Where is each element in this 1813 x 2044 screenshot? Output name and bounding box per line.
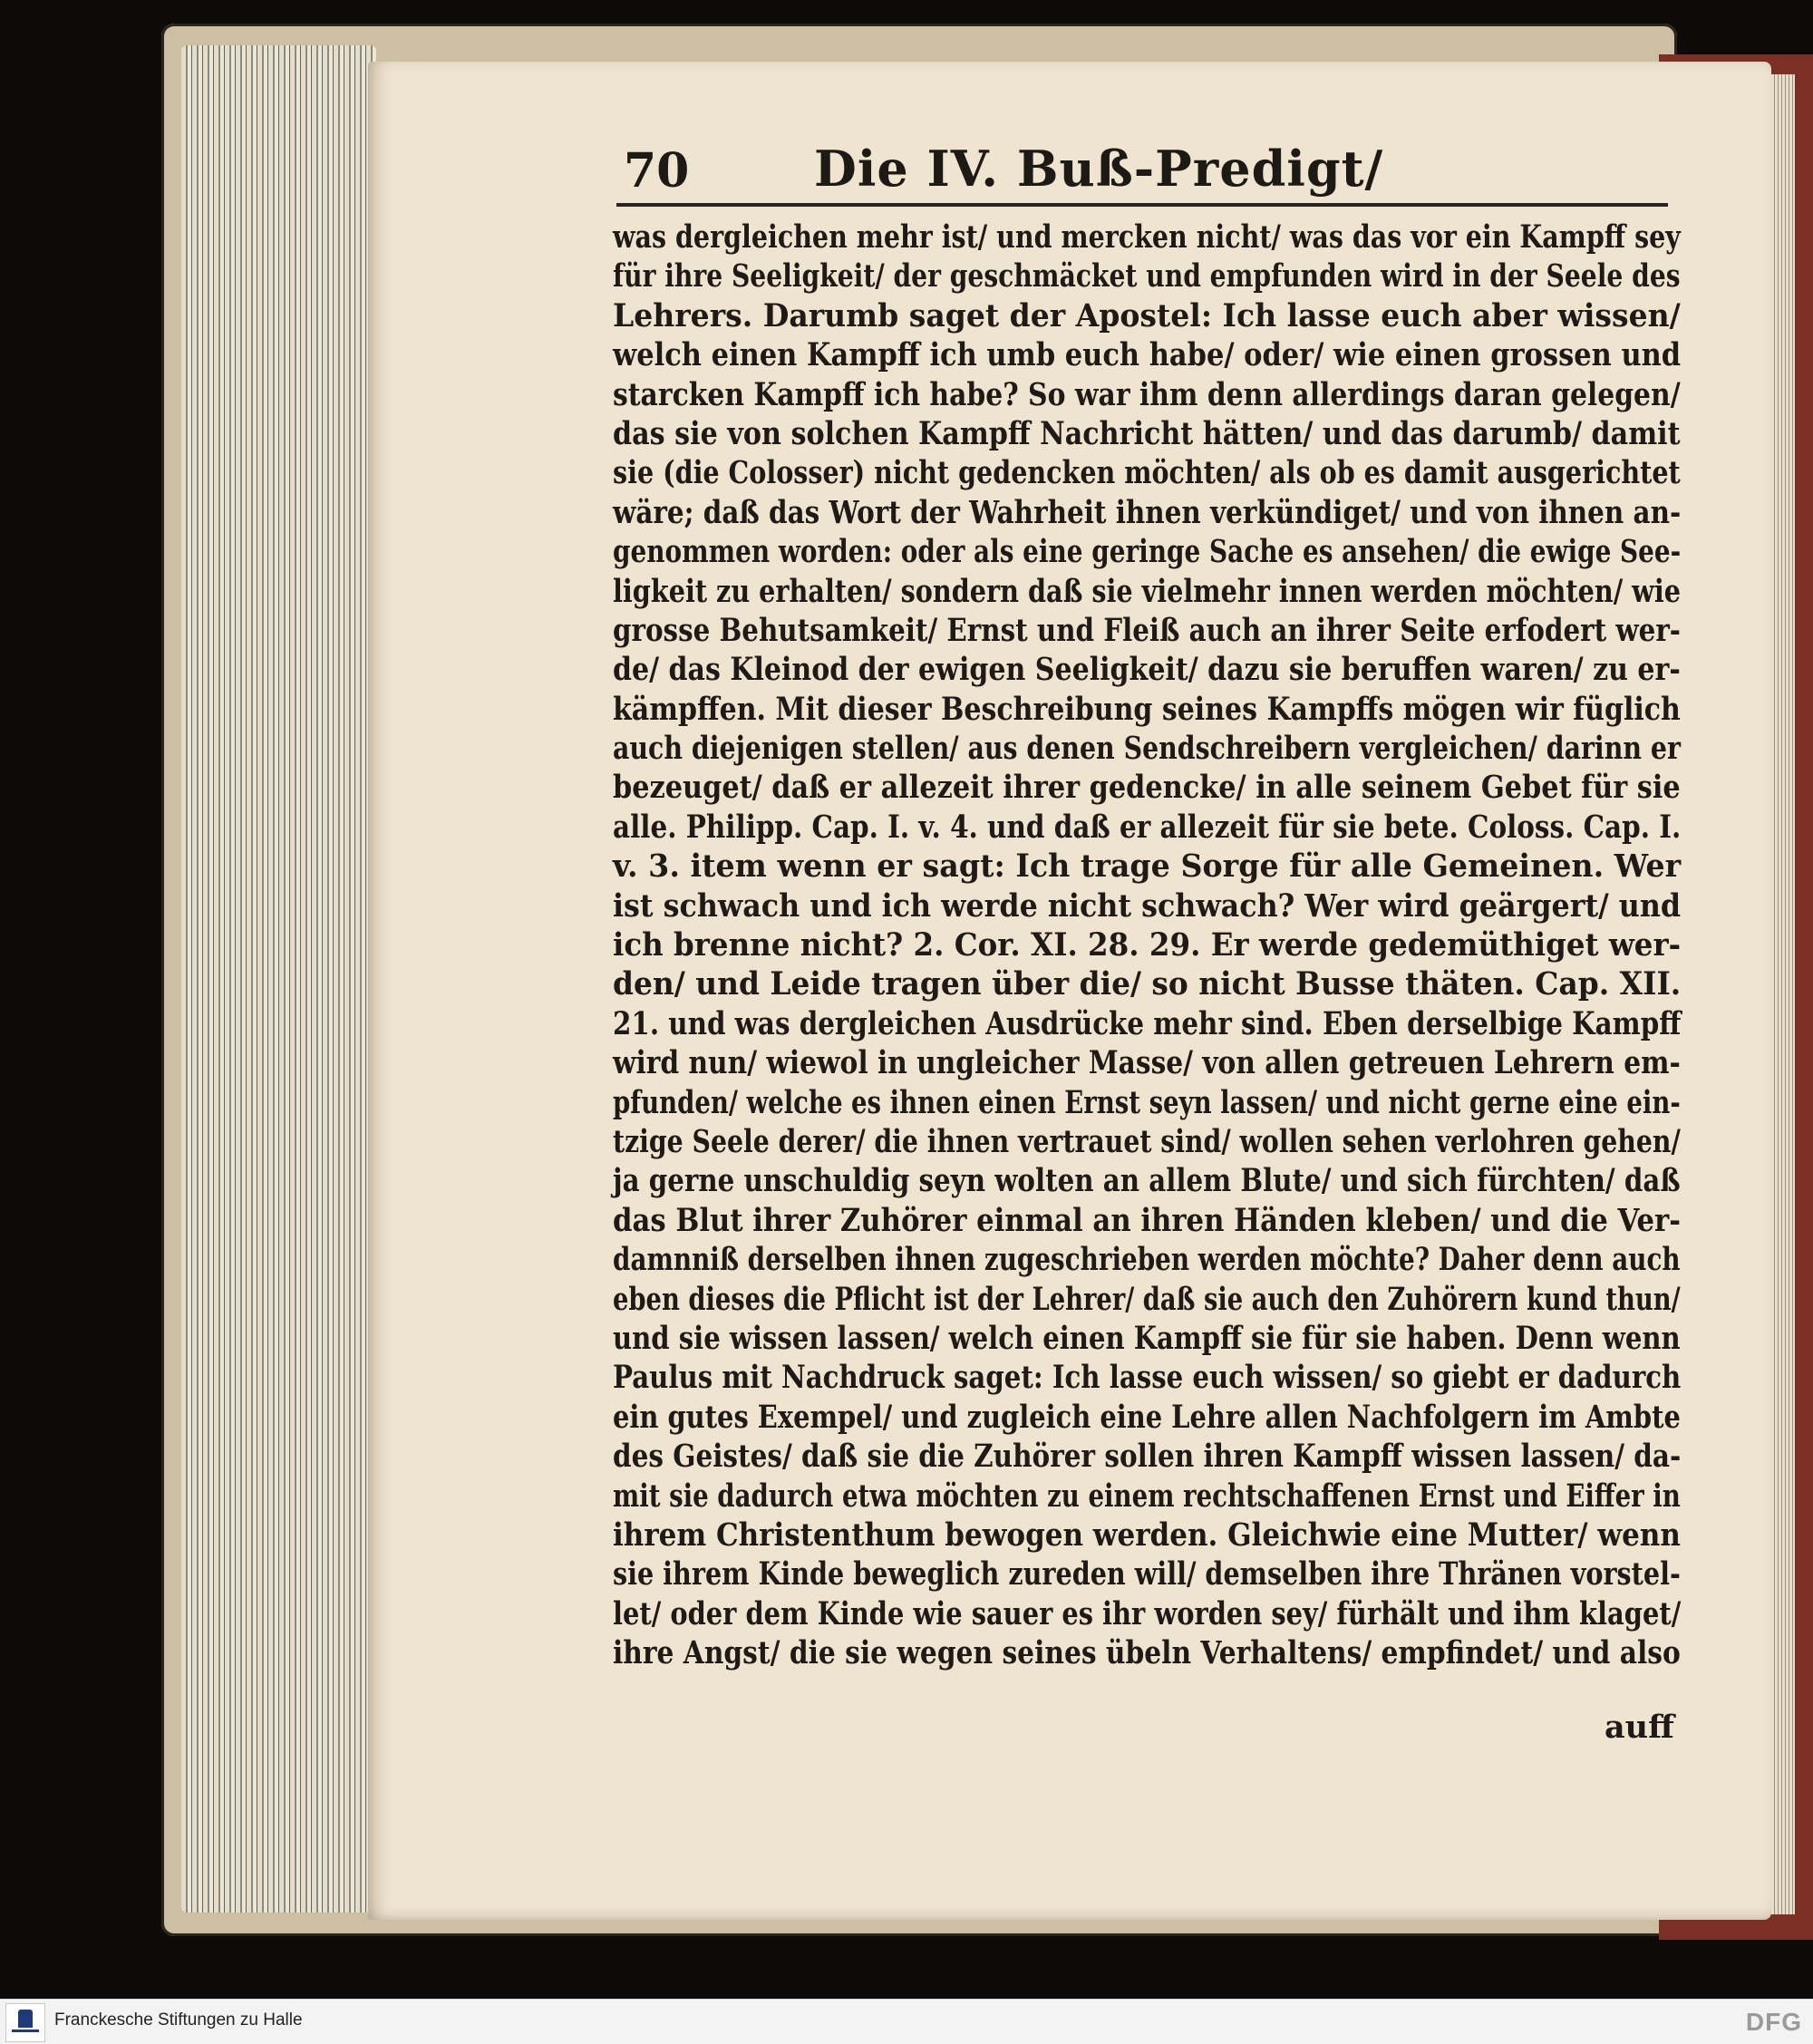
page-header [624, 136, 1675, 208]
text-line: das sie von solchen Kampff Nachricht hätten/ und das darumb/ damit [613, 414, 1681, 452]
running-title: Die IV. Buß-Predigt/ [814, 140, 1384, 198]
text-line: ihrem Christenthum bewogen werden. Gleichwie eine Mutter/ wenn [613, 1516, 1681, 1554]
catchword: auff [1605, 1709, 1674, 1746]
text-line: den/ und Leide tragen über die/ so nicht Busse thäten. Cap. XII. [613, 965, 1682, 1003]
viewer-footer [0, 1999, 1813, 2044]
text-line: auch diejenigen stellen/ aus denen Sendschreibern vergleichen/ darinn er [613, 730, 1681, 768]
text-line: de/ das Kleinod der ewigen Seeligkeit/ dazu sie beruffen waren/ zu er- [613, 651, 1681, 689]
text-line: Paulus mit Nachdruck saget: Ich lasse euch wissen/ so giebt er dadurch [613, 1359, 1682, 1397]
text-line: pfunden/ welche es ihnen einen Ernst seyn lassen/ und nicht gerne eine ein- [613, 1083, 1681, 1121]
logo-building-icon [18, 2010, 33, 2028]
text-line: ligkeit zu erhalten/ sondern daß sie vielmehr innen werden möchten/ wie [613, 572, 1681, 610]
institution-logo [5, 2003, 45, 2042]
text-line: sie ihrem Kinde beweglich zureden will/ demselben ihre Thränen vorstel- [613, 1555, 1681, 1594]
text-line: ein gutes Exempel/ und zugleich eine Lehre allen Nachfolgern im Ambte [613, 1398, 1681, 1436]
text-line: sie (die Colosser) nicht gedencken möchten/ als ob es damit ausgerichtet [613, 454, 1681, 492]
text-line: genommen worden: oder als eine geringe Sache es ansehen/ die ewige See- [613, 533, 1682, 571]
text-line: damnniß derselben ihnen zugeschrieben werden möchte? Daher denn auch [613, 1241, 1681, 1279]
text-line: 21. und was dergleichen Ausdrücke mehr sind. Eben derselbige Kampff [613, 1004, 1682, 1042]
body-text [613, 218, 1681, 1672]
text-line: für ihre Seeligkeit/ der geschmäcket und empfunden wird in der Seele des [613, 257, 1681, 295]
text-line: ja gerne unschuldig seyn wolten an allem Blute/ und sich fürchten/ daß [613, 1162, 1681, 1200]
text-line: let/ oder dem Kinde wie sauer es ihr worden sey/ fürhält und ihm klaget/ [613, 1594, 1682, 1632]
text-line: was dergleichen mehr ist/ und mercken nicht/ was das vor ein Kampff sey [613, 218, 1681, 256]
text-line: wäre; daß das Wort der Wahrheit ihnen verkündiget/ und von ihnen an- [613, 493, 1682, 531]
institution-name: Franckesche Stiftungen zu Halle [54, 2010, 303, 2029]
text-line: das Blut ihrer Zuhörer einmal an ihren Händen kleben/ und die Ver- [613, 1201, 1681, 1239]
text-line: und sie wissen lassen/ welch einen Kampff sie für sie haben. Denn wenn [613, 1319, 1681, 1357]
header-rule [616, 203, 1668, 207]
text-line: v. 3. item wenn er sagt: Ich trage Sorge für alle Gemeinen. Wer [613, 848, 1682, 886]
page-edges-left [181, 45, 376, 1913]
page-edges-right [1768, 74, 1795, 1914]
text-line: starcken Kampff ich habe? So war ihm denn allerdings daran gelegen/ [613, 375, 1681, 413]
text-line: bezeuget/ daß er allezeit ihrer gedencke/ in alle seinem Gebet für sie [613, 769, 1681, 807]
text-line: eben dieses die Pflicht ist der Lehrer/ daß sie auch den Zuhörern kund thun/ [613, 1280, 1681, 1318]
text-line: ich brenne nicht? 2. Cor. XI. 28. 29. Er werde gedemüthiget wer- [613, 926, 1682, 964]
text-line: des Geistes/ daß sie die Zuhörer sollen ihren Kampff wissen lassen/ da- [613, 1438, 1682, 1476]
text-line: Lehrers. Darumb saget der Apostel: Ich lasse euch aber wissen/ [613, 296, 1681, 334]
page-number: 70 [624, 143, 690, 199]
text-line: grosse Behutsamkeit/ Ernst und Fleiß auch an ihrer Seite erfodert wer- [613, 611, 1681, 649]
dfg-logo: DFG [1745, 2008, 1802, 2036]
text-line: wird nun/ wiewol in ungleicher Masse/ von allen getreuen Lehrern em- [613, 1044, 1681, 1082]
text-line: ihre Angst/ die sie wegen seines übeln Verhaltens/ empfindet/ und also [613, 1634, 1681, 1672]
text-line: ist schwach und ich werde nicht schwach? Wer wird geärgert/ und [613, 886, 1682, 925]
logo-base-icon [12, 2029, 39, 2032]
text-line: welch einen Kampff ich umb euch habe/ oder/ wie einen grossen und [613, 336, 1682, 374]
text-line: mit sie dadurch etwa möchten zu einem rechtschaffenen Ernst und Eiffer in [613, 1477, 1681, 1515]
text-line: tzige Seele derer/ die ihnen vertrauet sind/ wollen sehen verlohren gehen/ [613, 1122, 1681, 1160]
text-line: kämpffen. Mit dieser Beschreibung seines Kampffs mögen wir füglich [613, 690, 1681, 728]
text-line: alle. Philipp. Cap. I. v. 4. und daß er allezeit für sie bete. Coloss. Cap. I. [613, 808, 1682, 846]
